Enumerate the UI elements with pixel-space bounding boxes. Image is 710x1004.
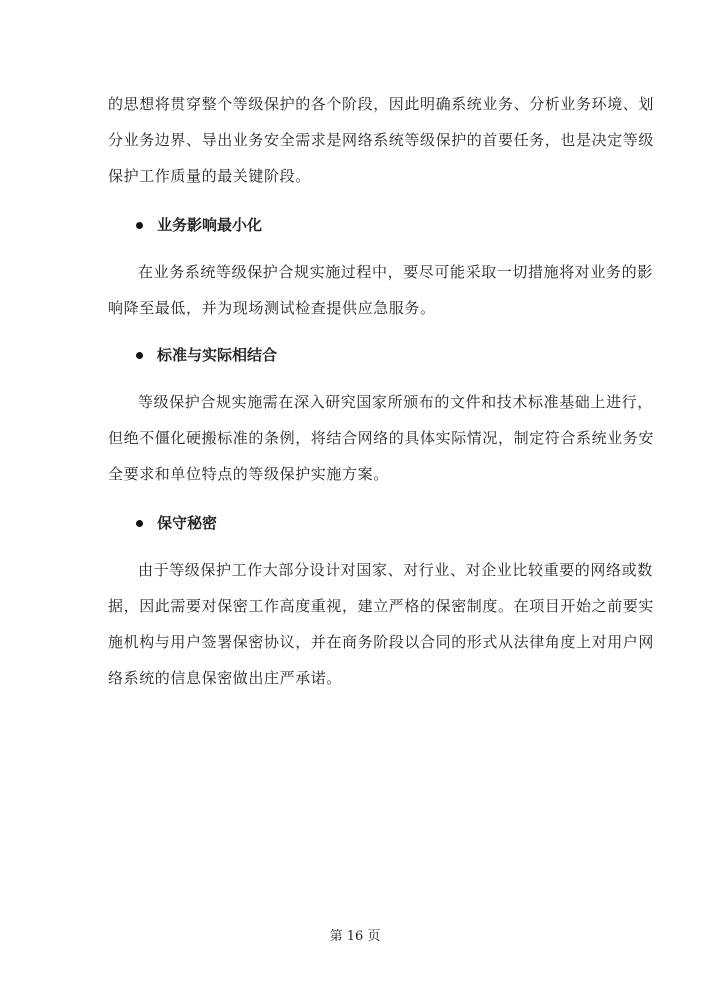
paragraph-confidentiality	[108, 552, 655, 696]
paragraph-line: 等级保护合规实施需在深入研究国家所颁布的文件和技术标准基础上进行，	[138, 393, 653, 411]
section-heading-confidentiality	[136, 512, 217, 534]
paragraph-line: 保护工作质量的最关键阶段。	[108, 167, 311, 185]
paragraph-line: 由于等级保护工作大部分设计对国家、对行业、对企业比较重要的网络或数	[138, 561, 653, 579]
bullet-icon	[136, 520, 143, 527]
paragraph-standards	[108, 384, 655, 492]
paragraph-line: 的思想将贯穿整个等级保护的各个阶段，因此明确系统业务、分析业务环境、划	[108, 95, 655, 113]
paragraph-line: 施机构与用户签署保密协议，并在商务阶段以合同的形式从法律角度上对用户网	[108, 633, 655, 651]
paragraph-line: 据，因此需要对保密工作高度重视，建立严格的保密制度。在项目开始之前要实	[108, 597, 655, 615]
section-heading-standards	[136, 344, 277, 366]
paragraph-line: 响降至最低，并为现场测试检查提供应急服务。	[108, 299, 436, 317]
paragraph-intro	[108, 86, 655, 194]
bullet-icon	[136, 222, 143, 229]
section-heading-business-impact	[136, 214, 262, 236]
paragraph-line: 但绝不僵化硬搬标准的条例，将结合网络的具体实际情况，制定符合系统业务安	[108, 429, 655, 447]
bullet-icon	[136, 352, 143, 359]
section-heading-text: 业务影响最小化	[157, 216, 263, 234]
page-number: 第 16 页	[329, 929, 381, 944]
paragraph-line: 分业务边界、导出业务安全需求是网络系统等级保护的首要任务，也是决定等级	[108, 131, 655, 149]
paragraph-line: 络系统的信息保密做出庄严承诺。	[108, 669, 343, 687]
section-heading-text: 保守秘密	[157, 514, 218, 532]
paragraph-line: 在业务系统等级保护合规实施过程中，要尽可能采取一切措施将对业务的影	[138, 263, 653, 281]
paragraph-business-impact	[108, 254, 653, 326]
paragraph-line: 全要求和单位特点的等级保护实施方案。	[108, 465, 389, 483]
section-heading-text: 标准与实际相结合	[157, 346, 278, 364]
